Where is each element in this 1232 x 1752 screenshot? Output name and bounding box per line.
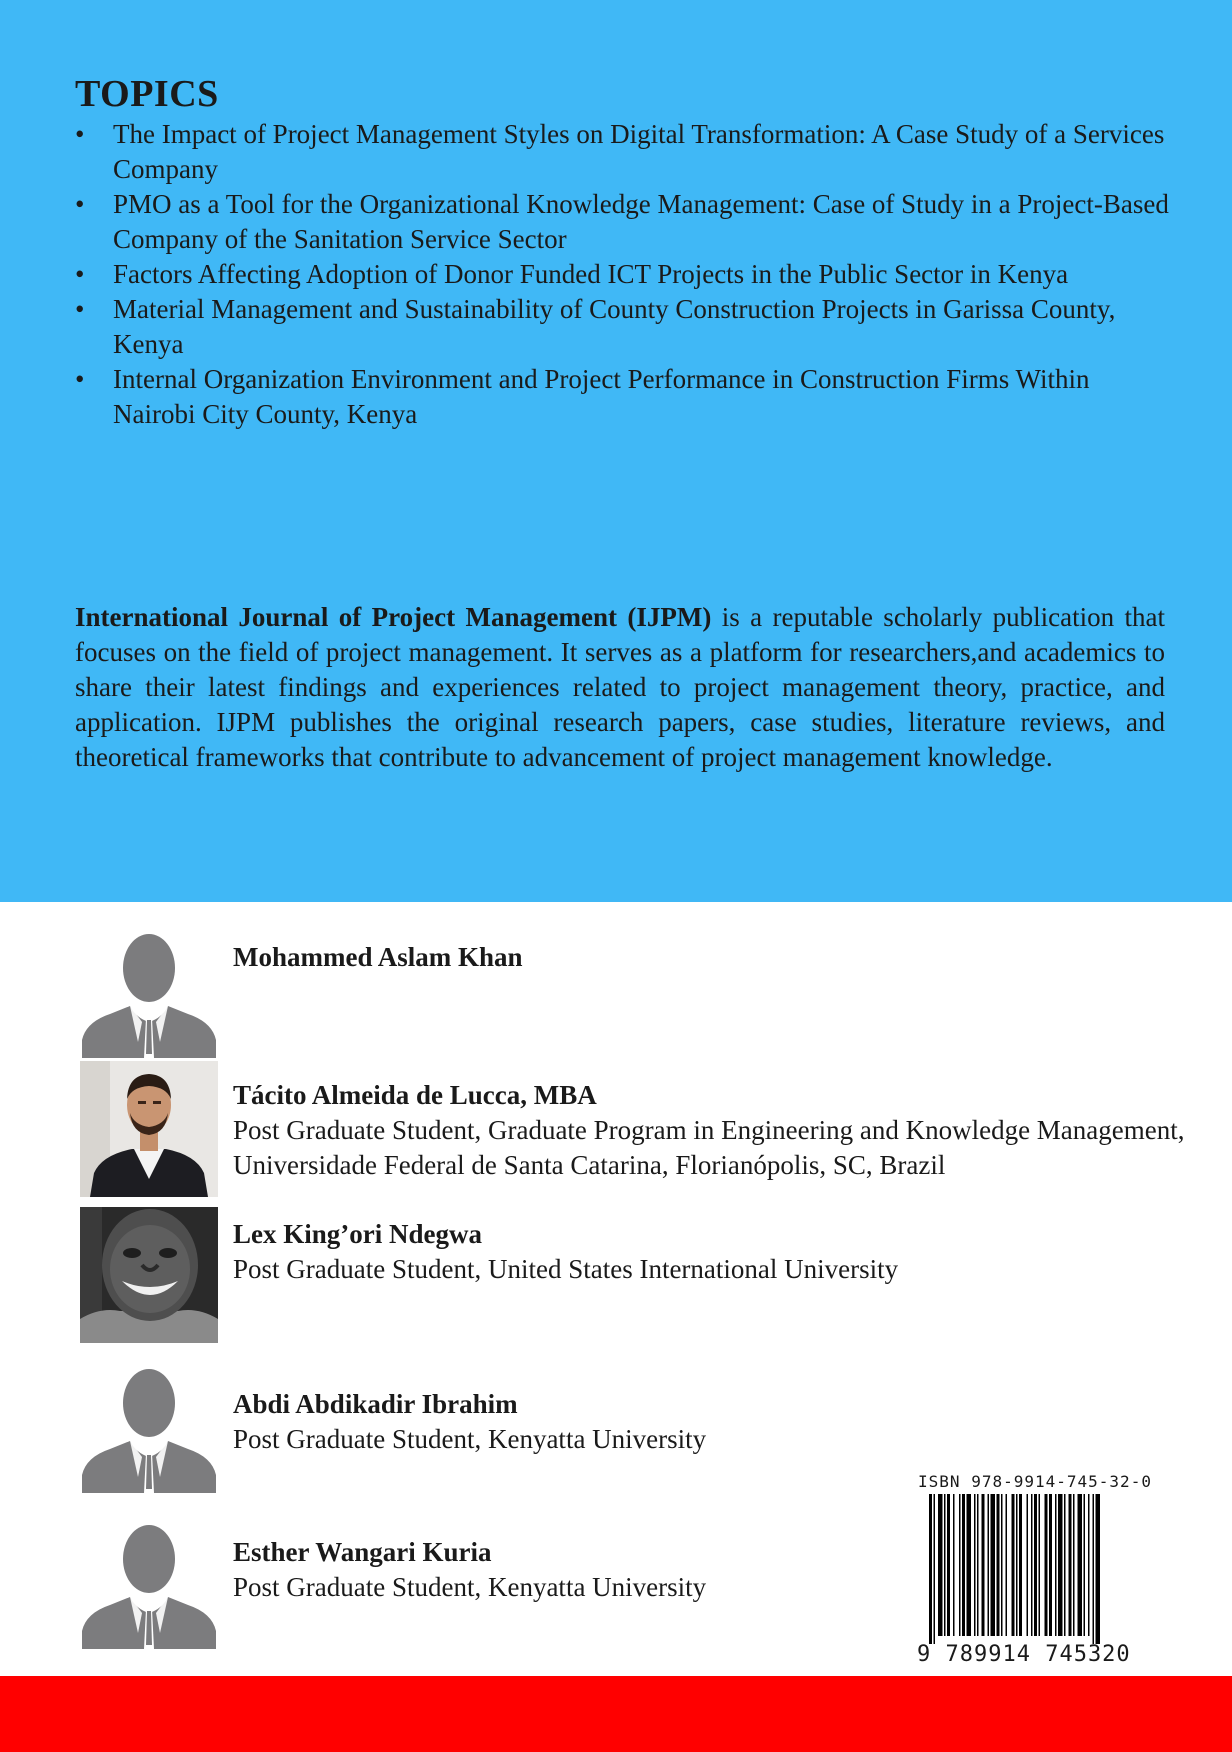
author-affiliation: Post Graduate Student, Graduate Program in Engineering and Knowledge Management, Universidade Federal de Santa Catarina, Florianópolis, SC, Brazil — [233, 1115, 1185, 1180]
man-in-suit-photo — [80, 1061, 218, 1197]
author-entry — [80, 922, 1180, 1062]
author-name: Mohammed Aslam Khan — [233, 942, 523, 972]
footer-strip — [0, 1676, 1232, 1752]
person-silhouette-icon — [80, 1357, 218, 1493]
journal-description — [75, 600, 1165, 775]
author-affiliation: Post Graduate Student, Kenyatta University — [233, 1572, 707, 1602]
topics-list — [75, 117, 1175, 432]
author-name: Esther Wangari Kuria — [233, 1537, 492, 1567]
topic-item: • Internal Organization Environment and Project Performance in Construction Firms Within Nairobi City County, Kenya — [75, 362, 1175, 432]
barcode-digits: 9 789914 745320 — [917, 1642, 1131, 1667]
person-silhouette-icon — [80, 922, 218, 1058]
author-avatar — [80, 922, 218, 1058]
topics-heading: TOPICS — [75, 73, 219, 115]
author-entry — [80, 1207, 1180, 1347]
topic-item: • Factors Affecting Adoption of Donor Funded ICT Projects in the Public Sector in Kenya — [75, 257, 1175, 292]
author-photo — [80, 1061, 218, 1197]
author-affiliation: Post Graduate Student, Kenyatta University — [233, 1424, 707, 1454]
isbn-barcode — [915, 1470, 1155, 1668]
author-name: Abdi Abdikadir Ibrahim — [233, 1389, 518, 1419]
author-entry — [80, 1061, 1185, 1201]
barcode-bars-icon — [925, 1494, 1147, 1644]
topic-item: • Material Management and Sustainability of County Construction Projects in Garissa County, Kenya — [75, 292, 1175, 362]
journal-name: International Journal of Project Management (IJPM) — [75, 602, 712, 632]
author-avatar — [80, 1357, 218, 1493]
person-silhouette-icon — [80, 1513, 218, 1649]
isbn-label: ISBN 978-9914-745-32-0 — [918, 1472, 1152, 1491]
author-avatar — [80, 1513, 218, 1649]
author-affiliation: Post Graduate Student, United States International University — [233, 1254, 899, 1284]
topic-item: • The Impact of Project Management Styles on Digital Transformation: A Case Study of a Services Company — [75, 117, 1175, 187]
author-name: Tácito Almeida de Lucca, MBA — [233, 1080, 597, 1110]
smiling-man-photo — [80, 1207, 218, 1343]
author-name: Lex King’ori Ndegwa — [233, 1219, 482, 1249]
journal-description-text: is a reputable scholarly publication that focuses on the field of project management. It serves as a platform for researchers,and academics to share their latest findings and experiences related to project management theory, practice, and application. IJPM publishes the original research papers, case studies, literature reviews, and theoretical frameworks that contribute to advancement of project management knowledge. — [75, 602, 1166, 772]
author-photo — [80, 1207, 218, 1343]
topic-item: • PMO as a Tool for the Organizational Knowledge Management: Case of Study in a Project-Based Company of the Sanitation Service Sector — [75, 187, 1175, 257]
